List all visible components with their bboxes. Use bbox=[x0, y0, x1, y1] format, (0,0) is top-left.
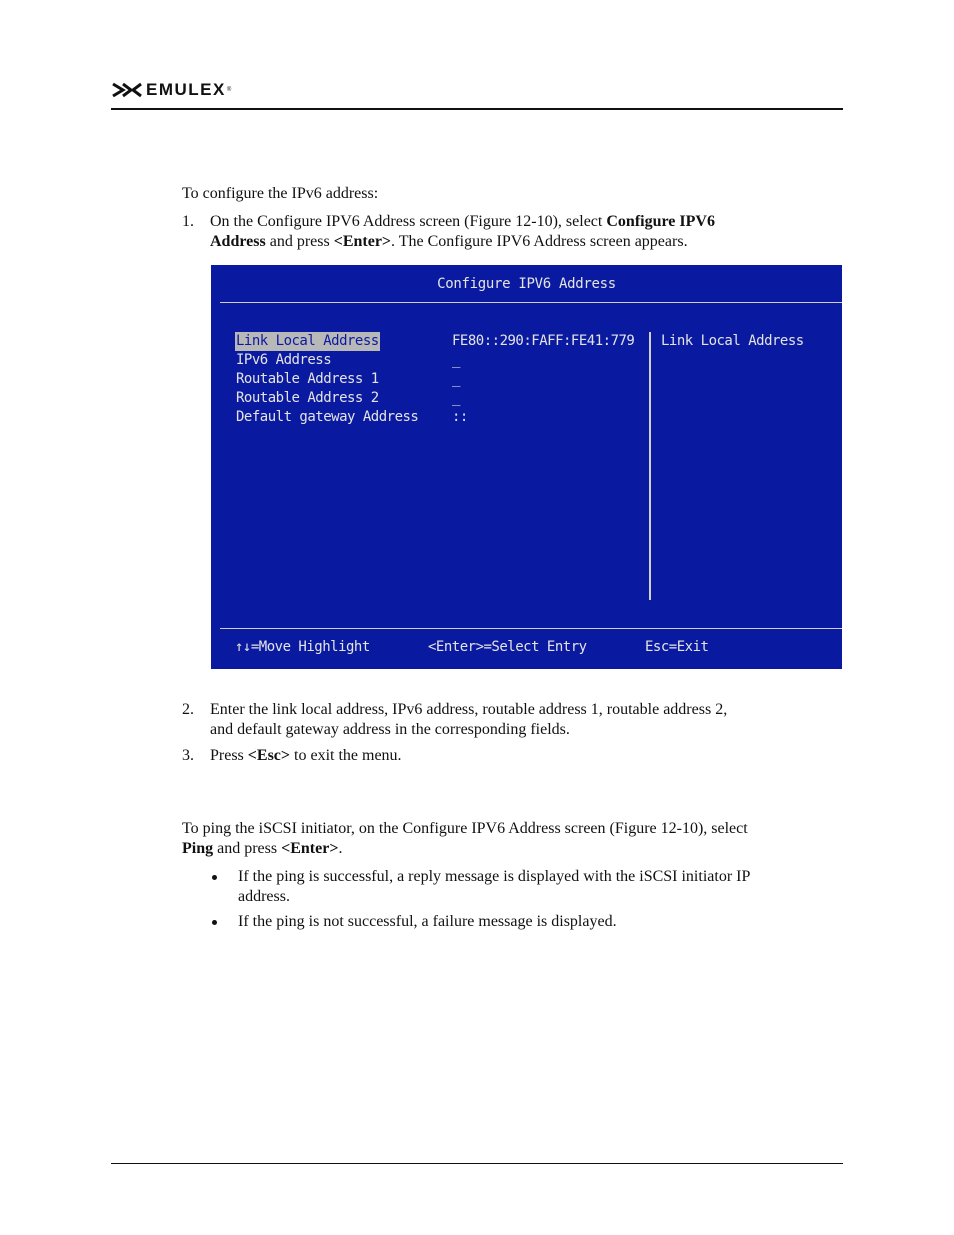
routable-address-2-item[interactable]: Routable Address 2 bbox=[236, 390, 379, 406]
step-1-number: 1. bbox=[182, 213, 194, 230]
bullet-1-dot bbox=[212, 875, 217, 880]
footer-rule bbox=[111, 1163, 843, 1164]
footer-select-entry: <Enter>=Select Entry bbox=[428, 639, 587, 655]
step-3-number: 3. bbox=[182, 747, 194, 764]
emulex-logo-icon bbox=[111, 81, 143, 99]
link-local-address-value[interactable]: FE80::290:FAFF:FE41:779 bbox=[452, 333, 635, 349]
footer-exit: Esc=Exit bbox=[645, 639, 709, 655]
step-2-number: 2. bbox=[182, 701, 194, 718]
bios-title: Configure IPV6 Address bbox=[437, 276, 616, 292]
routable-address-2-value[interactable]: _ bbox=[452, 390, 460, 406]
ipv6-address-item[interactable]: IPv6 Address bbox=[236, 352, 332, 368]
header-rule bbox=[111, 108, 843, 110]
bullet-2-text: If the ping is not successful, a failure message is displayed. bbox=[238, 913, 617, 930]
default-gateway-address-value[interactable]: :: bbox=[452, 409, 468, 425]
step-3-text: Press <Esc> to exit the menu. bbox=[210, 747, 402, 764]
configure-ipv6-bios-screen bbox=[211, 265, 842, 669]
bullet-2-dot bbox=[212, 920, 217, 925]
routable-address-1-item[interactable]: Routable Address 1 bbox=[236, 371, 379, 387]
step-2-text: Enter the link local address, IPv6 address, routable address 1, routable address 2, and default gateway address in the corresponding fields. bbox=[210, 701, 728, 738]
logo-trademark: ® bbox=[226, 87, 232, 93]
bios-title-divider bbox=[220, 302, 842, 303]
bios-footer-divider bbox=[220, 628, 842, 629]
intro-text: To configure the IPv6 address: bbox=[182, 185, 379, 202]
default-gateway-address-item[interactable]: Default gateway Address bbox=[236, 409, 419, 425]
ipv6-address-value[interactable]: _ bbox=[452, 352, 460, 368]
footer-move-highlight: ↑↓=Move Highlight bbox=[235, 639, 370, 655]
link-local-address-item[interactable]: Link Local Address bbox=[236, 333, 379, 349]
ping-text: To ping the iSCSI initiator, on the Configure IPV6 Address screen (Figure 12-10), select Ping and press <Enter>. bbox=[182, 820, 748, 857]
routable-address-1-value[interactable]: _ bbox=[452, 371, 460, 387]
emulex-logo bbox=[111, 80, 231, 100]
bios-help-text: Link Local Address bbox=[661, 333, 804, 349]
bios-help-divider bbox=[649, 332, 651, 600]
step-1-text: On the Configure IPV6 Address screen (Figure 12-10), select Configure IPV6 Address and press <Enter>. The Configure IPV6 Address screen appears. bbox=[210, 213, 715, 250]
bullet-1-text: If the ping is successful, a reply message is displayed with the iSCSI initiator IP address. bbox=[238, 868, 751, 905]
logo-text: EMULEX bbox=[146, 80, 226, 99]
